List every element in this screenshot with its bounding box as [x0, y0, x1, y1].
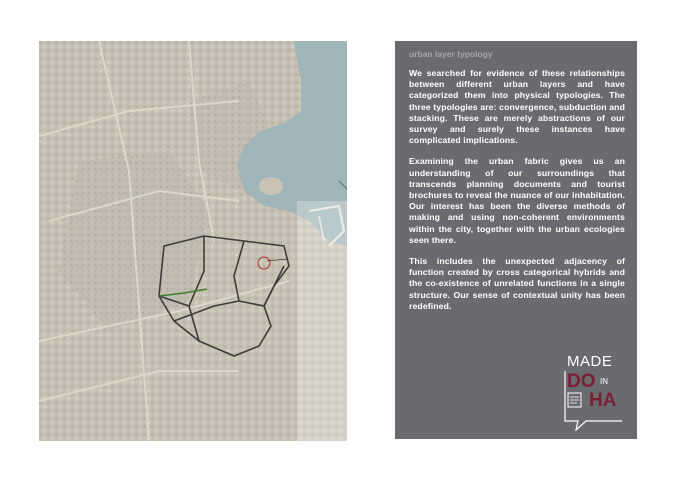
- text-panel: [395, 41, 637, 439]
- paragraph-3: This includes the unexpected adjacency of function created by cross categorical hybrids and the co-existence of unrelated functions in a single structure. Our sense of contextual unity has been redefined.: [409, 256, 625, 311]
- made-in-doha-logo: [564, 351, 624, 431]
- panel-title: urban layer typology: [409, 49, 493, 59]
- aerial-map-image: [39, 41, 347, 441]
- aerial-map: [39, 41, 347, 441]
- paragraph-2: Examining the urban fabric gives us an understanding of our surroundings that transcends planning documents and tourist brochures to reveal the nuance of our inhabitation. Our interest has been the diverse methods of making and using non-coherent environments within the city, together with the urban ecologies seen there.: [409, 156, 625, 245]
- logo-in: IN: [600, 377, 608, 386]
- logo-made: MADE: [567, 353, 613, 370]
- logo-do: DO: [567, 371, 596, 392]
- paragraph-1: We searched for evidence of these relationships between different urban layers and have categorized them into physical typologies. The three typologies are: convergence, subduction and stacking. These are merely abstractions of our survey and surely these instances have complicated implications.: [409, 68, 625, 146]
- logo-ha: HA: [589, 390, 617, 411]
